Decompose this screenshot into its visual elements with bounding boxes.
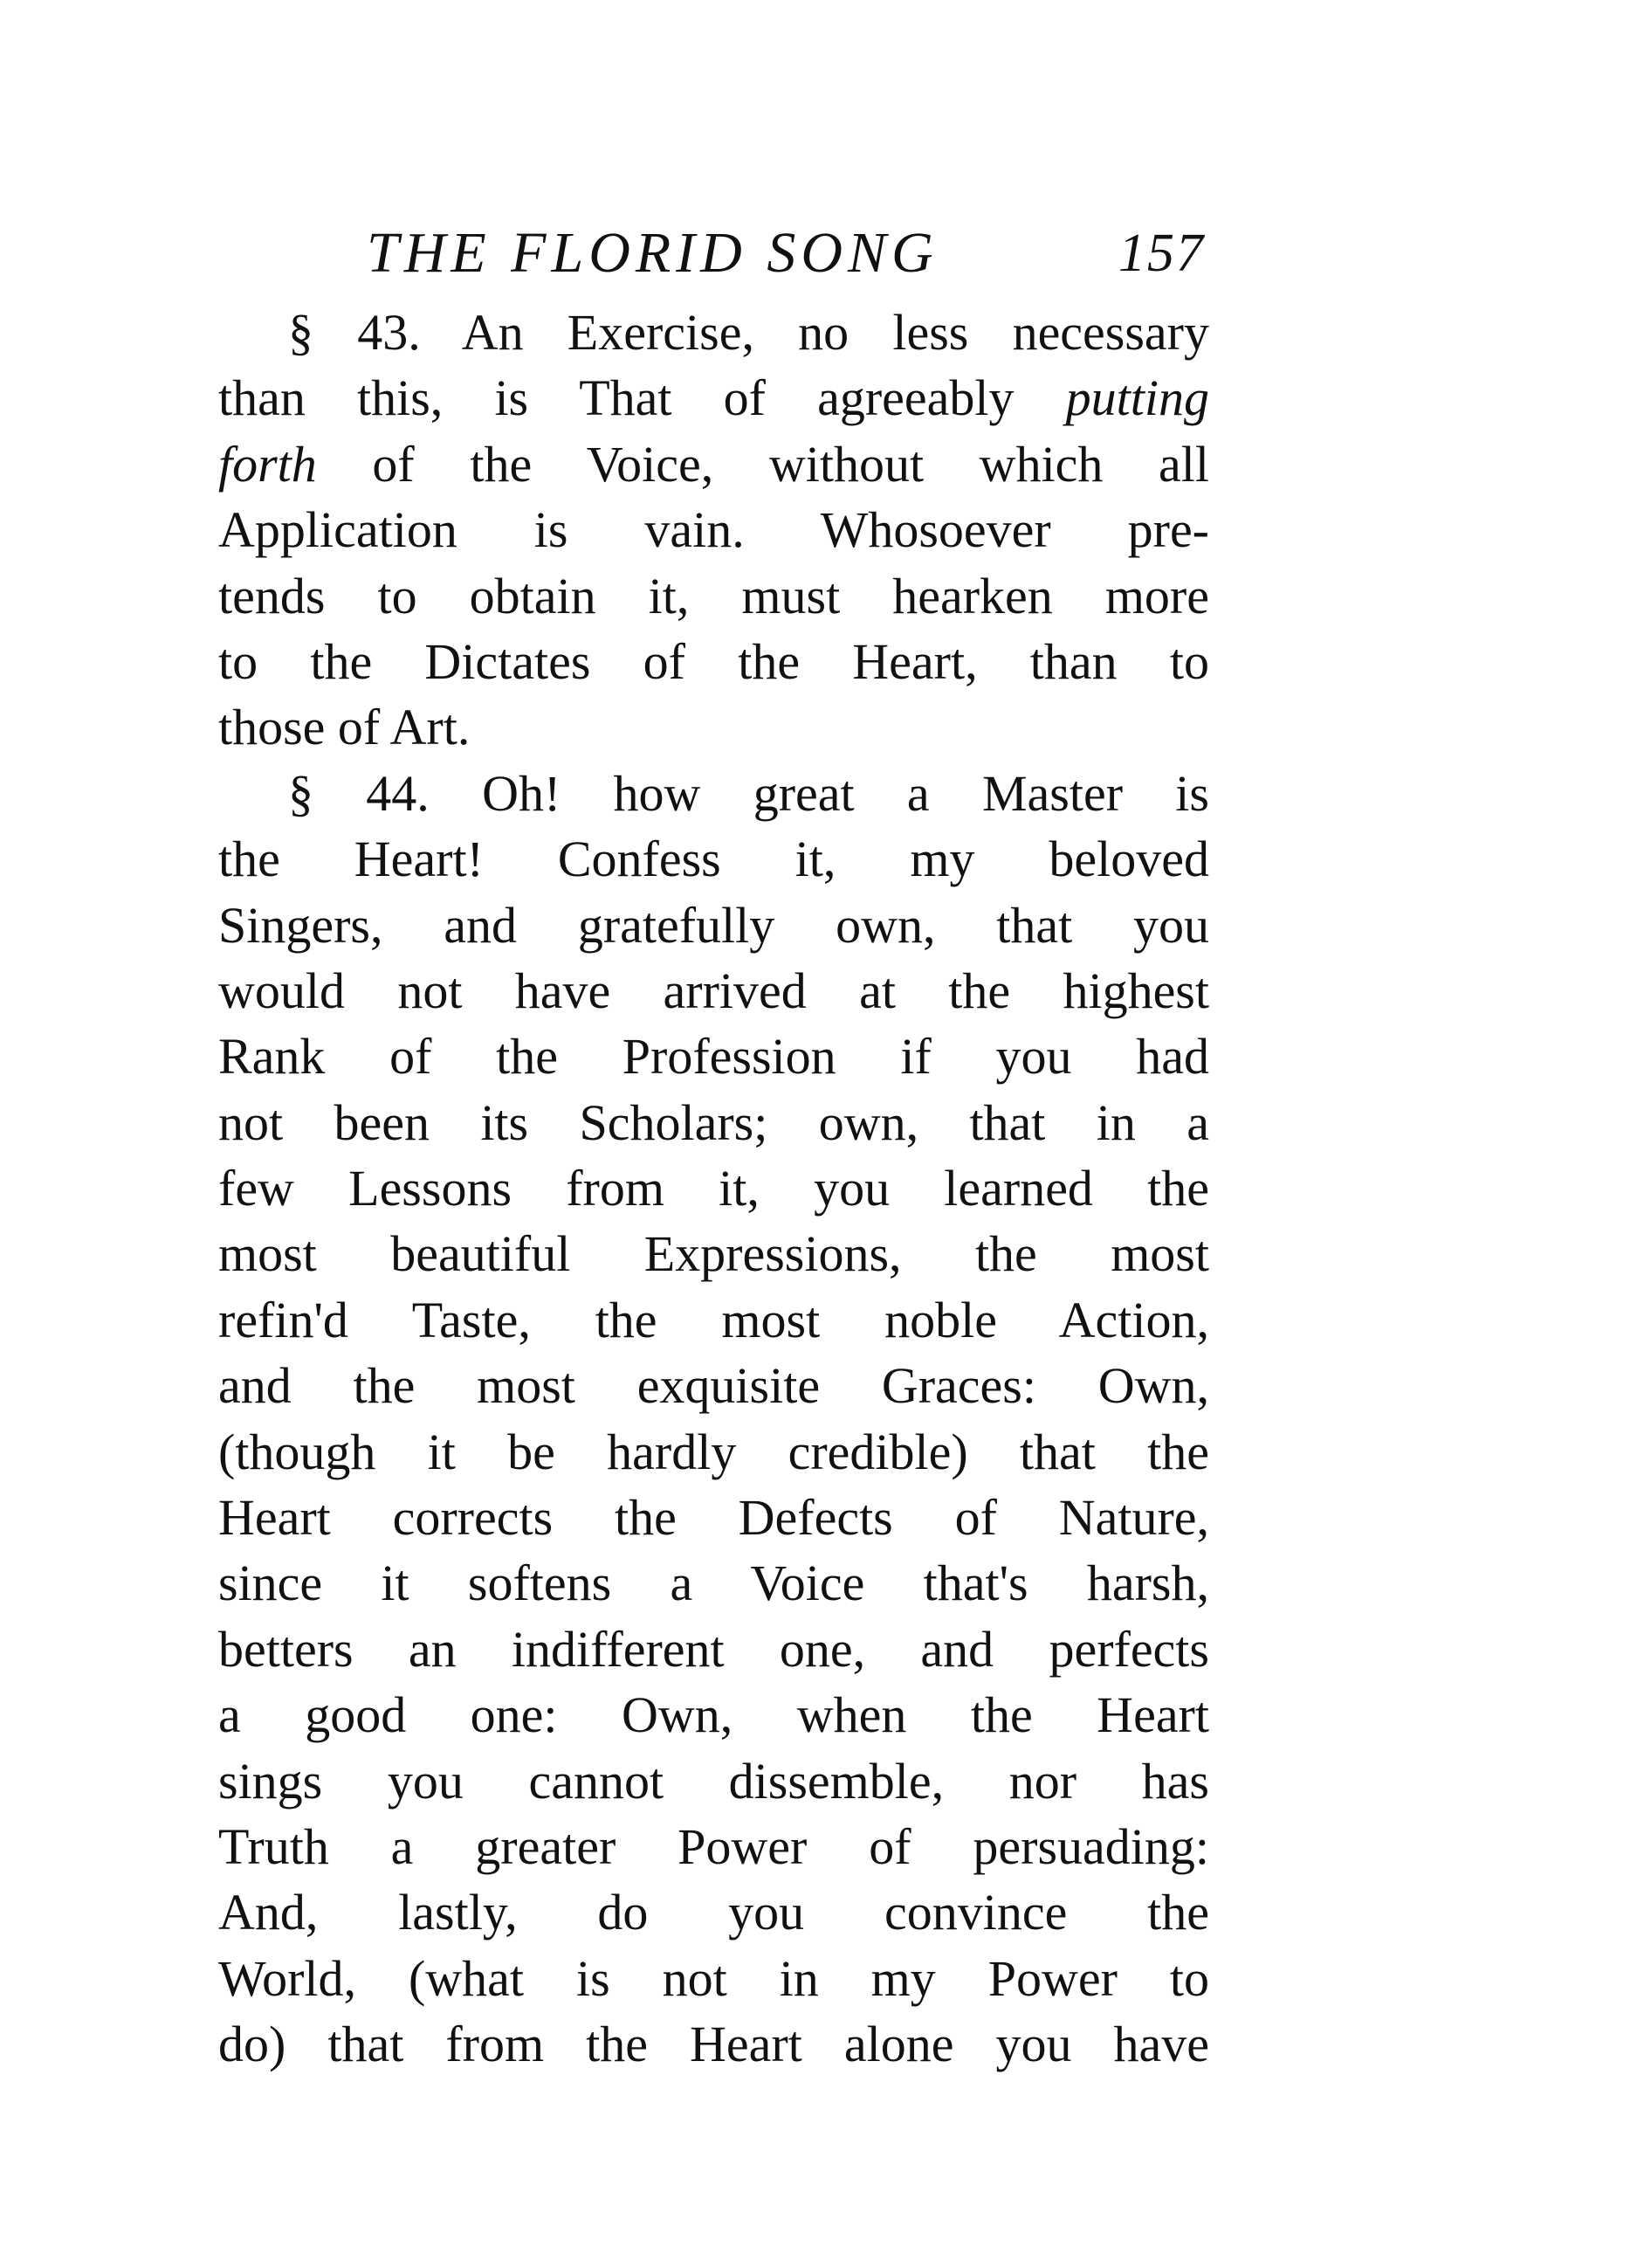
text-line: sings you cannot dissemble, nor has	[218, 1752, 1209, 1810]
text-line: not been its Scholars; own, that in a	[218, 1093, 1209, 1151]
text-line: do) that from the Heart alone you have	[218, 2016, 1209, 2073]
text-line: § 44. Oh! how great a Master is	[288, 764, 1209, 822]
text-line: those of Art.	[218, 699, 471, 756]
text-line: World, (what is not in my Power to	[218, 1949, 1209, 2007]
running-title: THE FLORID SONG	[367, 221, 939, 285]
text-line: Singers, and gratefully own, that you	[218, 896, 1209, 954]
body-text	[218, 300, 1209, 2078]
text-line: Heart corrects the Defects of Nature,	[218, 1489, 1209, 1547]
text-line: Application is vain. Whosoever pre-	[218, 501, 1209, 559]
page-header	[367, 214, 1205, 293]
text-line: would not have arrived at the highest	[218, 962, 1209, 1019]
text-line: tends to obtain it, must hearken more	[218, 567, 1209, 624]
text-line: Truth a greater Power of persuading:	[218, 1817, 1209, 1875]
text-line: § 43. An Exercise, no less necessary	[288, 304, 1209, 361]
text-line: few Lessons from it, you learned the	[218, 1160, 1209, 1217]
text-line	[218, 365, 1209, 431]
text-segment: of the Voice, without which all	[316, 435, 1209, 493]
text-line: Rank of the Profession if you had	[218, 1028, 1209, 1086]
text-line: since it softens a Voice that's harsh,	[218, 1555, 1209, 1612]
italic-word: forth	[218, 435, 317, 493]
text-line	[218, 431, 1209, 497]
text-line: most beautiful Expressions, the most	[218, 1225, 1209, 1283]
text-line: to the Dictates of the Heart, than to	[218, 632, 1209, 690]
italic-word: putting	[1065, 369, 1209, 427]
text-line: the Heart! Confess it, my beloved	[218, 831, 1209, 888]
text-line: betters an indifferent one, and perfects	[218, 1620, 1209, 1678]
text-line: a good one: Own, when the Heart	[218, 1686, 1209, 1744]
text-line: (though it be hardly credible) that the	[218, 1423, 1209, 1480]
text-line: and the most exquisite Graces: Own,	[218, 1357, 1209, 1415]
page-number: 157	[1118, 224, 1205, 283]
text-line: And, lastly, do you convince the	[218, 1884, 1209, 1941]
text-segment: than this, is That of agreeably	[218, 369, 1066, 427]
text-line: refin'd Taste, the most noble Action,	[218, 1291, 1209, 1348]
